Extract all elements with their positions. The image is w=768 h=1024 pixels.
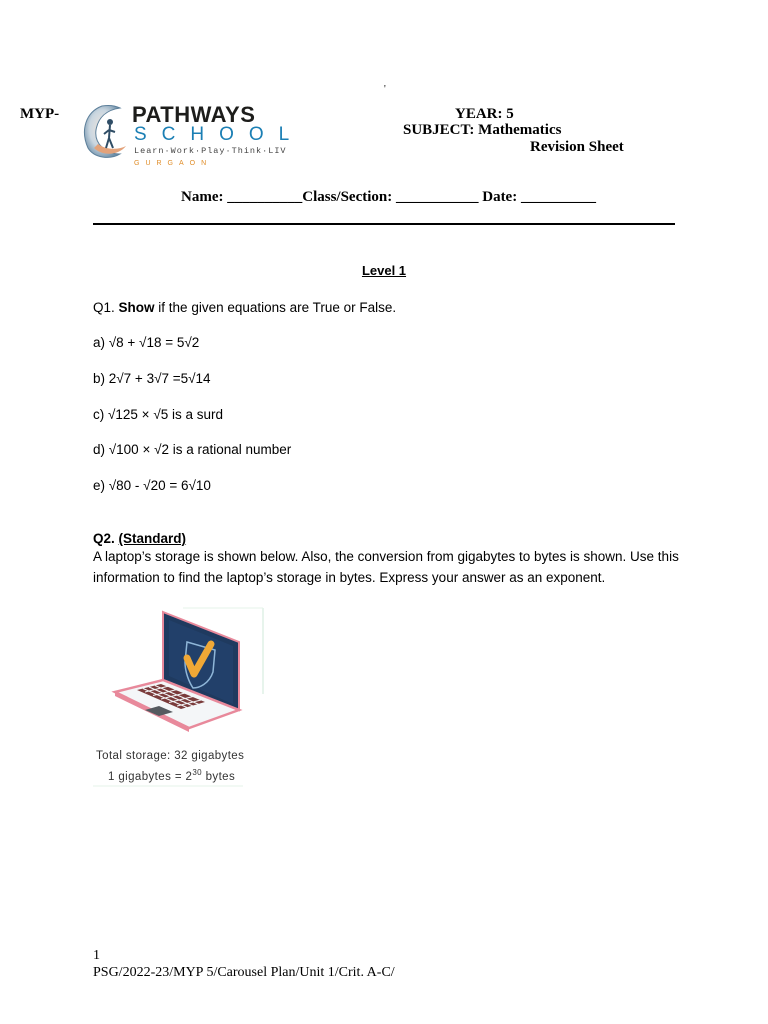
question-1-item-b: b) 2√7 + 3√7 =5√14 [93,371,211,386]
question-2-text: A laptop’s storage is shown below. Also, the conversion from gigabytes to bytes is shown. Use this information to find the laptop’s storage in bytes. Express your answer as an exponent. [93,549,679,585]
logo-tagline: Learn·Work·Play·Think·LIV [134,146,287,156]
question-1-item-e: e) √80 - √20 = 6√10 [93,478,211,493]
logo-location: GURGAON [134,160,213,167]
question-1-item-c: c) √125 × √5 is a surd [93,407,224,422]
question-2-heading [93,529,186,549]
laptop-caption-storage: Total storage: 32 gigabytes [96,750,245,762]
question-1-item-d: d) √100 × √2 is a rational number [93,442,292,457]
question-1-label: Q1. [93,300,115,315]
conversion-unit: bytes [202,770,236,783]
conversion-exponent: 30 [192,768,203,777]
conversion-base: 1 gigabytes = 2 [108,770,193,783]
logo-subtitle: SCHOOL [134,124,305,145]
level-heading: Level 1 [361,263,407,278]
year-label: YEAR: 5 [455,106,514,122]
school-emblem-icon [80,104,130,160]
question-1-verb: Show [118,300,155,315]
sheet-type: Revision Sheet [530,139,624,155]
header-divider [93,223,675,225]
subject-value: Mathematics [478,122,562,138]
question-2-label: Q2. [93,531,115,546]
school-logo [80,100,305,172]
footer-code: PSG/2022-23/MYP 5/Carousel Plan/Unit 1/Crit. A-C/ [93,965,395,980]
student-info-line: Name: __________Class/Section: ___________ Date: __________ [181,189,596,205]
question-1 [93,298,396,318]
page-number: 1 [93,948,100,963]
subject-label [403,122,561,139]
question-2-tag: (Standard) [118,531,187,546]
question-1-item-a: a) √8 + √18 = 5√2 [93,335,200,350]
tick-mark: ' [384,84,386,95]
myp-label: MYP- [20,106,60,122]
logo-title: PATHWAYS [132,102,256,127]
subject-key: SUBJECT: [403,122,475,138]
question-1-text: if the given equations are True or False. [158,300,397,315]
laptop-caption-conversion [108,768,235,783]
